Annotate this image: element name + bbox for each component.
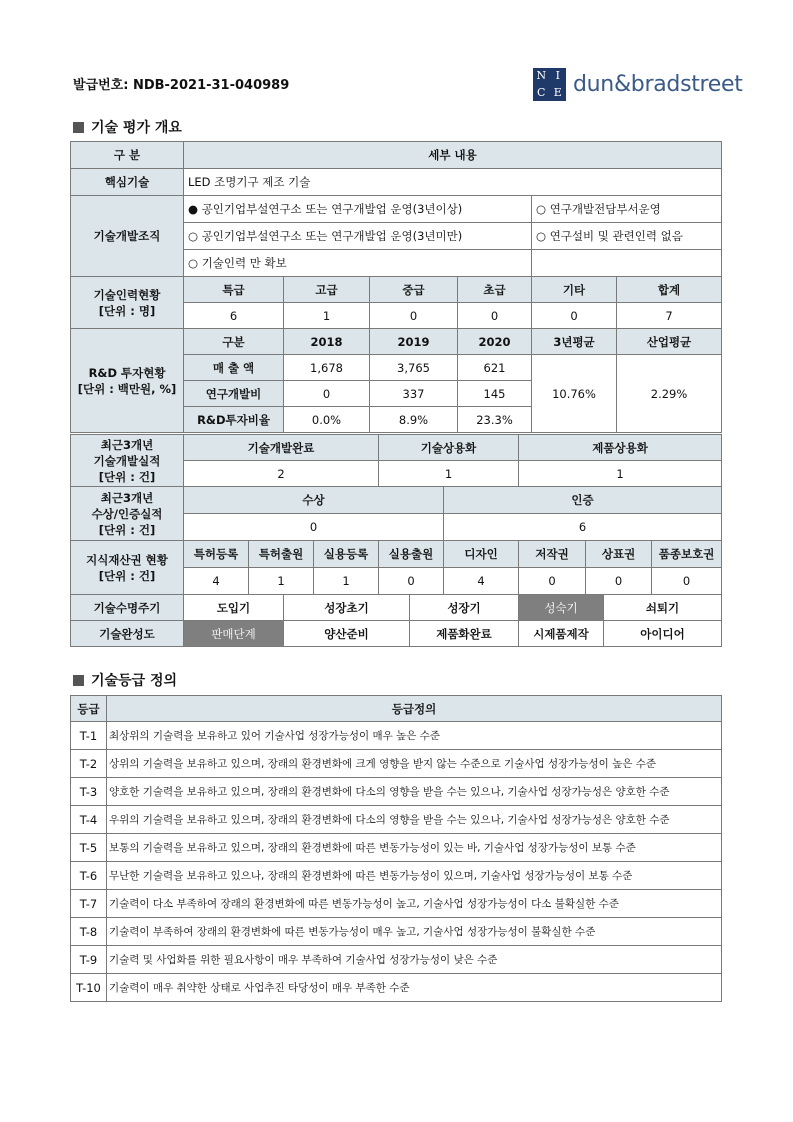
staff-unit-line: [단위 : 명] <box>98 303 156 318</box>
ip-header: 실용등록 <box>314 541 379 568</box>
grade-code: T-10 <box>71 974 107 1002</box>
col-detail-header: 세부 내용 <box>184 142 722 169</box>
rd-value: 3,765 <box>370 355 458 381</box>
grades-section-title <box>73 670 177 690</box>
completion-stage: 제품화완료 <box>410 621 519 647</box>
logo-letter: I <box>555 69 560 82</box>
staff-header: 초급 <box>458 277 532 303</box>
logo-letter: E <box>553 85 562 99</box>
rd-row-name: 매 출 액 <box>184 355 284 381</box>
ip-value: 0 <box>652 568 722 595</box>
ip-header: 특허등록 <box>184 541 249 568</box>
staff-value: 0 <box>532 303 617 329</box>
rd-value: 621 <box>458 355 532 381</box>
grade-code: T-3 <box>71 778 107 806</box>
ip-value: 1 <box>314 568 379 595</box>
award-value: 0 <box>184 514 444 541</box>
completion-stage: 판매단계 <box>184 621 284 647</box>
grade-definition: 상위의 기술력을 보유하고 있으며, 장래의 환경변화에 크게 영향을 받지 않는 수준으로 기술사업 성장가능성이 높은 수준 <box>107 750 722 778</box>
staff-label-line: 기술인력현황 <box>93 287 161 302</box>
rd-label-line: R&D 투자현황 <box>88 365 166 380</box>
rd-value: 8.9% <box>370 407 458 433</box>
ip-value: 4 <box>184 568 249 595</box>
ip-header: 상표권 <box>586 541 652 568</box>
dev-label <box>71 435 184 487</box>
grade-definition: 보통의 기술력을 보유하고 있으며, 장래의 환경변화에 따른 변동가능성이 있는 바, 기술사업 성장가능성이 보통 수준 <box>107 834 722 862</box>
ip-value: 0 <box>519 568 586 595</box>
rd-value: 0 <box>284 381 370 407</box>
staff-value: 0 <box>458 303 532 329</box>
company-logo <box>533 68 743 101</box>
rd-unit-line: [단위 : 백만원, %] <box>77 381 177 396</box>
award-header: 수상 <box>184 487 444 514</box>
staff-header: 고급 <box>284 277 370 303</box>
grade-code: T-2 <box>71 750 107 778</box>
org-option: ○ 공인기업부설연구소 또는 연구개발업 운영(3년미만) <box>184 223 532 250</box>
lifecycle-stage: 성장기 <box>410 595 519 621</box>
ip-header: 디자인 <box>444 541 519 568</box>
lifecycle-stage: 성숙기 <box>519 595 604 621</box>
rd-header: 산업평균 <box>617 329 722 355</box>
grade-definition: 무난한 기술력을 보유하고 있으나, 장래의 환경변화에 따른 변동가능성이 있으며, 기술사업 성장가능성이 보통 수준 <box>107 862 722 890</box>
overview-table <box>70 141 722 433</box>
rd-header: 2020 <box>458 329 532 355</box>
grade-col-header: 등급 <box>71 696 107 722</box>
grade-code: T-9 <box>71 946 107 974</box>
section-title-text: 기술등급 정의 <box>91 673 178 689</box>
grade-code: T-1 <box>71 722 107 750</box>
org-option: ○ 연구설비 및 관련인력 없음 <box>532 223 722 250</box>
rd-value: 145 <box>458 381 532 407</box>
grade-code: T-6 <box>71 862 107 890</box>
rd-header: 2019 <box>370 329 458 355</box>
completion-stage: 아이디어 <box>604 621 722 647</box>
nice-logo-icon <box>533 68 566 101</box>
grade-code: T-5 <box>71 834 107 862</box>
grade-table <box>70 695 722 1002</box>
dev-value: 2 <box>184 461 379 487</box>
lifecycle-stage: 쇠퇴기 <box>604 595 722 621</box>
lifecycle-label: 기술수명주기 <box>71 595 184 621</box>
ip-header: 실용출원 <box>379 541 444 568</box>
org-option: ○ 연구개발전담부서운영 <box>532 196 722 223</box>
rd-value: 337 <box>370 381 458 407</box>
grade-row <box>71 890 722 918</box>
overview-section-title <box>73 117 182 137</box>
dev-value: 1 <box>519 461 722 487</box>
grade-code: T-8 <box>71 918 107 946</box>
square-bullet-icon <box>73 675 84 686</box>
award-unit-line: [단위 : 건] <box>98 522 156 537</box>
grade-row <box>71 806 722 834</box>
dev-header: 제품상용화 <box>519 435 722 461</box>
rd-value: 1,678 <box>284 355 370 381</box>
dev-header: 기술상용화 <box>379 435 519 461</box>
dev-label-line: 최근3개년 <box>100 437 154 452</box>
rd-header: 3년평균 <box>532 329 617 355</box>
rd-industry-avg: 2.29% <box>617 355 722 433</box>
dev-label-line: 기술개발실적 <box>93 453 161 468</box>
grade-code: T-7 <box>71 890 107 918</box>
staff-header: 특급 <box>184 277 284 303</box>
dev-unit-line: [단위 : 건] <box>98 469 156 484</box>
grade-row <box>71 862 722 890</box>
grade-definition: 최상위의 기술력을 보유하고 있어 기술사업 성장가능성이 매우 높은 수준 <box>107 722 722 750</box>
org-label: 기술개발조직 <box>71 196 184 277</box>
performance-table <box>70 434 722 595</box>
staff-value: 0 <box>370 303 458 329</box>
core-tech-label: 핵심기술 <box>71 169 184 196</box>
completion-stage: 시제품제작 <box>519 621 604 647</box>
staff-header: 중급 <box>370 277 458 303</box>
grade-row <box>71 750 722 778</box>
rd-value: 0.0% <box>284 407 370 433</box>
staff-value: 6 <box>184 303 284 329</box>
ip-value: 1 <box>249 568 314 595</box>
rd-avg3: 10.76% <box>532 355 617 433</box>
completion-label: 기술완성도 <box>71 621 184 647</box>
stage-table <box>70 594 722 647</box>
award-label-line: 수상/인증실적 <box>91 506 163 521</box>
rd-row-name: R&D투자비율 <box>184 407 284 433</box>
ip-value: 0 <box>379 568 444 595</box>
empty-cell <box>532 250 722 277</box>
ip-unit-line: [단위 : 건] <box>98 568 156 583</box>
grade-definition: 기술력이 부족하여 장래의 환경변화에 따른 변동가능성이 매우 높고, 기술사업 성장가능성이 불확실한 수준 <box>107 918 722 946</box>
logo-letter: C <box>537 85 546 99</box>
ip-label-line: 지식재산권 현황 <box>86 552 168 567</box>
staff-header: 기타 <box>532 277 617 303</box>
staff-label <box>71 277 184 329</box>
ip-header: 저작권 <box>519 541 586 568</box>
staff-value: 7 <box>617 303 722 329</box>
logo-text: dun&bradstreet <box>573 72 743 97</box>
grade-row <box>71 974 722 1002</box>
rd-header: 구분 <box>184 329 284 355</box>
ip-label <box>71 541 184 595</box>
grade-row <box>71 834 722 862</box>
grade-definition: 양호한 기술력을 보유하고 있으며, 장래의 환경변화에 다소의 영향을 받을 수는 있으나, 기술사업 성장가능성은 양호한 수준 <box>107 778 722 806</box>
award-header: 인증 <box>444 487 722 514</box>
def-col-header: 등급정의 <box>107 696 722 722</box>
award-label-line: 최근3개년 <box>100 490 154 505</box>
section-title-text: 기술 평가 개요 <box>91 120 182 136</box>
logo-letter: N <box>536 69 547 82</box>
org-option: ○ 기술인력 만 확보 <box>184 250 532 277</box>
ip-header: 특허출원 <box>249 541 314 568</box>
grade-row <box>71 918 722 946</box>
grade-code: T-4 <box>71 806 107 834</box>
rd-row-name: 연구개발비 <box>184 381 284 407</box>
completion-stage: 양산준비 <box>284 621 410 647</box>
lifecycle-stage: 도입기 <box>184 595 284 621</box>
grade-definition: 기술력 및 사업화를 위한 필요사항이 매우 부족하여 기술사업 성장가능성이 낮은 수준 <box>107 946 722 974</box>
ip-value: 0 <box>586 568 652 595</box>
lifecycle-stage: 성장초기 <box>284 595 410 621</box>
square-bullet-icon <box>73 122 84 133</box>
grade-row <box>71 946 722 974</box>
org-option: ● 공인기업부설연구소 또는 연구개발업 운영(3년이상) <box>184 196 532 223</box>
ip-value: 4 <box>444 568 519 595</box>
staff-header: 합계 <box>617 277 722 303</box>
rd-value: 23.3% <box>458 407 532 433</box>
grade-row <box>71 722 722 750</box>
grade-definition: 기술력이 다소 부족하여 장래의 환경변화에 따른 변동가능성이 높고, 기술사업 성장가능성이 다소 불확실한 수준 <box>107 890 722 918</box>
grade-definition: 우위의 기술력을 보유하고 있으며, 장래의 환경변화에 다소의 영향을 받을 수는 있으나, 기술사업 성장가능성은 양호한 수준 <box>107 806 722 834</box>
rd-header: 2018 <box>284 329 370 355</box>
grade-definition: 기술력이 매우 취약한 상태로 사업추진 타당성이 매우 부족한 수준 <box>107 974 722 1002</box>
rd-label <box>71 329 184 433</box>
col-category-header: 구 분 <box>71 142 184 169</box>
dev-header: 기술개발완료 <box>184 435 379 461</box>
dev-value: 1 <box>379 461 519 487</box>
grade-row <box>71 778 722 806</box>
core-tech-value: LED 조명기구 제조 기술 <box>184 169 722 196</box>
staff-value: 1 <box>284 303 370 329</box>
issue-number: 발급번호: NDB-2021-31-040989 <box>73 78 290 93</box>
award-label <box>71 487 184 541</box>
award-value: 6 <box>444 514 722 541</box>
ip-header: 품종보호권 <box>652 541 722 568</box>
